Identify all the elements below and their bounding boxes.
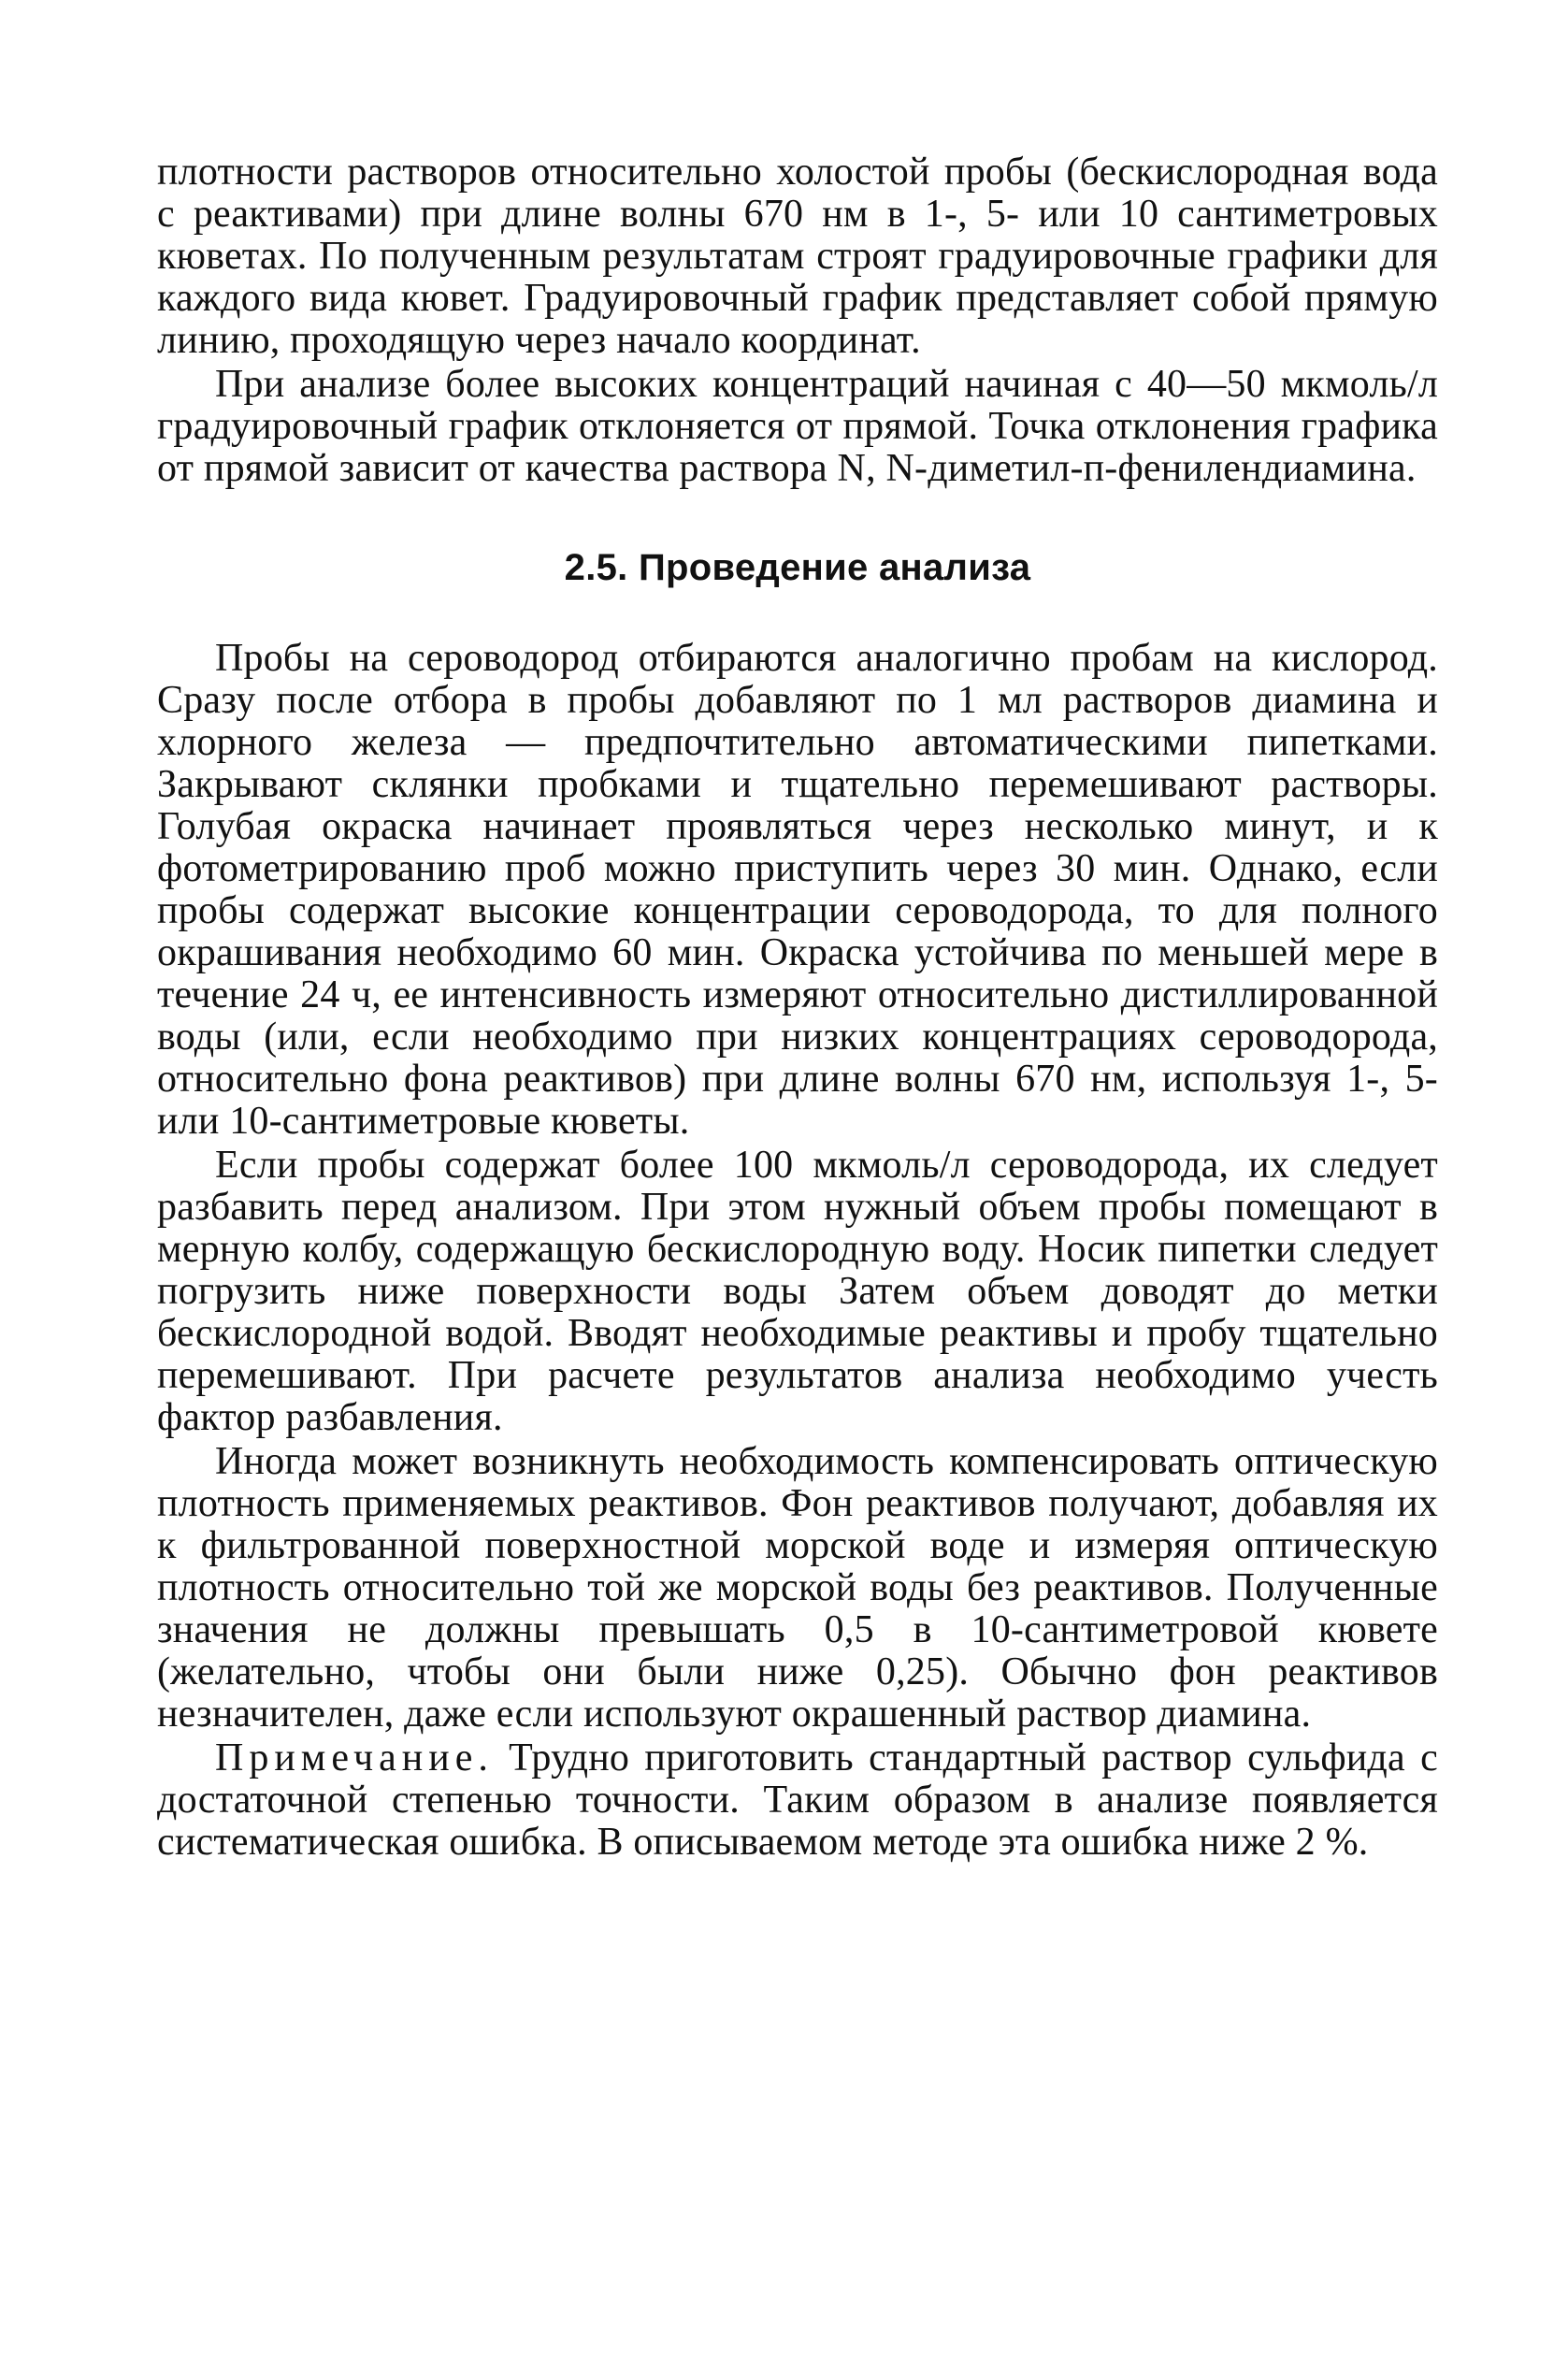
- paragraph-calibration-deviation: При анализе более высоких концентраций начиная с 40—50 мкмоль/л градуировочный график отклоняется от прямой. Точка отклонения графика от прямой зависит от качества раствора N, N-диметил-п-фенилендиамина.: [157, 363, 1438, 490]
- paragraph-calibration-intro: плотности растворов относительно холостой пробы (бескислородная вода с реактивами) при длине волны 670 нм в 1-, 5- или 10 сантиметровых кюветах. По полученным результатам строят градуировочные графики для каждого вида кювет. Градуировочный график представляет собой прямую линию, проходящую через начало координат.: [157, 151, 1438, 362]
- section-heading: 2.5. Проведение анализа: [564, 547, 1031, 588]
- document-page: [157, 151, 1438, 1864]
- note-label: Примечание.: [215, 1736, 494, 1779]
- note-paragraph: [157, 1737, 1438, 1864]
- paragraph-dilution: Если пробы содержат более 100 мкмоль/л сероводорода, их следует разбавить перед анализом. При этом нужный объем пробы помещают в мерную колбу, содержащую бескислородную воду. Носик пипетки следует погрузить ниже поверхности воды Затем объем доводят до метки бескислородной водой. Вводят необходимые реактивы и пробу тщательно перемешивают. При расчете результатов анализа необходимо учесть фактор разбавления.: [157, 1144, 1438, 1439]
- note-text: Трудно приготовить стандартный раствор сульфида с достаточной степенью точности. Таким образом в анализе появляется систематическая ошибка. В описываемом методе эта ошибка ниже 2 %.: [157, 1736, 1438, 1864]
- paragraph-sampling: Пробы на сероводород отбираются аналогично пробам на кислород. Сразу после отбора в пробы добавляют по 1 мл растворов диамина и хлорного железа — предпочтительно автоматическими пипетками. Закрывают склянки пробками и тщательно перемешивают растворы. Голубая окраска начинает проявляться через несколько минут, и к фотометрированию проб можно приступить через 30 мин. Однако, если пробы содержат высокие концентрации сероводорода, то для полного окрашивания необходимо 60 мин. Окраска устойчива по меньшей мере в течение 24 ч, ее интенсивность измеряют относительно дистиллированной воды (или, если необходимо при низких концентрациях сероводорода, относительно фона реактивов) при длине волны 670 нм, используя 1-, 5- или 10-сантиметровые кюветы.: [157, 637, 1438, 1143]
- paragraph-reagent-background: Иногда может возникнуть необходимость компенсировать оптическую плотность применяемых реактивов. Фон реактивов получают, добавляя их к фильтрованной поверхностной морской воде и измеряя оптическую плотность относительно той же морской воды без реактивов. Полученные значения не должны превышать 0,5 в 10-сантиметровой кювете (желательно, чтобы они были ниже 0,25). Обычно фон реактивов незначителен, даже если используют окрашенный раствор диамина.: [157, 1440, 1438, 1736]
